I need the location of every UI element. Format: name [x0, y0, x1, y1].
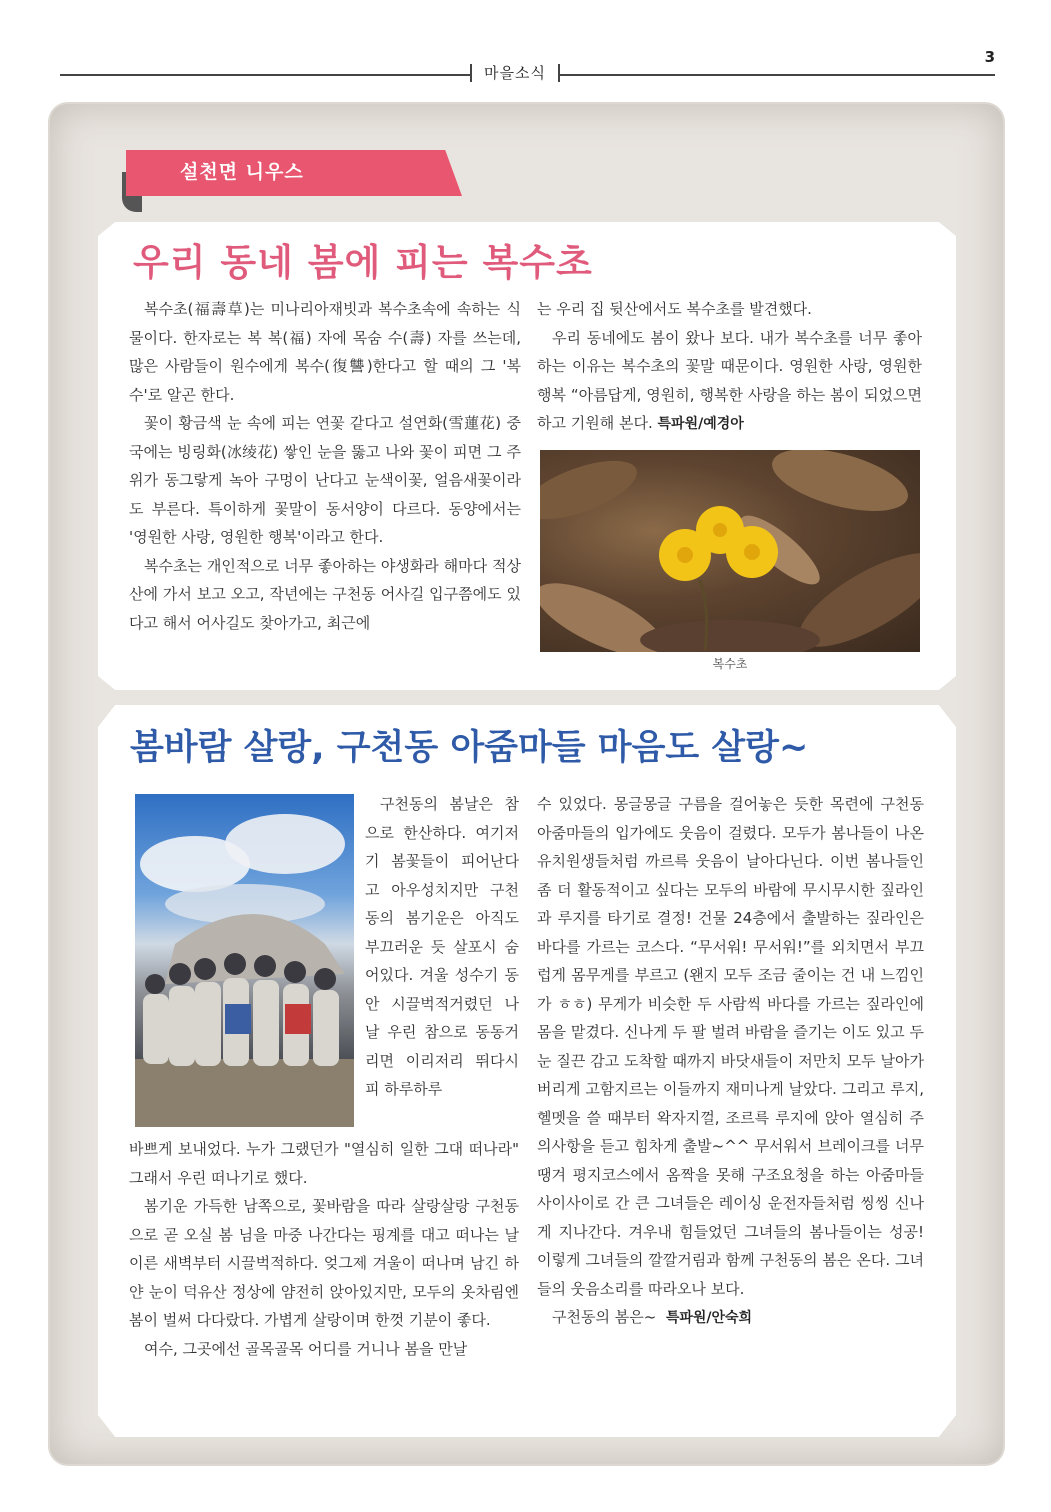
article1-paragraph — [537, 324, 922, 439]
article2-paragraph: 봄기운 가득한 남쪽으로, 꽃바람을 따라 살랑살랑 구천동으로 곧 오실 봄 님을 마중 나간다는 핑계를 대고 떠나는 날 이른 새벽부터 시끌벅적하다. 엊그제 겨울이 떠나며 남긴 하얀 눈이 덕유산 정상에 얌전히 앉아있지만, 모두의 옷차림엔 봄이 벌써 다다랐다. 가볍게 살랑이며 한껏 기분이 좋다. — [129, 1197, 519, 1329]
article2-right-column — [537, 790, 924, 1333]
adonis-flower-photo — [540, 450, 920, 652]
photo-caption: 복수초 — [712, 657, 748, 671]
article2-paragraph: 여수, 그곳에선 골목골목 어디를 거니나 봄을 만날 — [144, 1339, 468, 1358]
article2-left-column — [129, 1135, 519, 1363]
group-illustration — [135, 794, 354, 1127]
article1-paragraph: 복수초는 개인적으로 너무 좋아하는 야생화라 해마다 적상산에 가서 보고 오고, 작년에는 구천동 어사길 입구쯤에도 있다고 해서 어사길도 찾아가고, 최근에 — [129, 556, 521, 632]
article1-byline: 특파원/예경아 — [657, 416, 744, 432]
article2-paragraph: 바쁘게 보내었다. 누가 그랬던가 "열심히 일한 그대 떠나라" 그래서 우린 떠나기로 했다. — [129, 1140, 519, 1187]
article1-paragraph: 복수초(福壽草)는 미나리아재빗과 복수초속에 속하는 식물이다. 한자로는 복 복(福) 자에 목숨 수(壽) 자를 쓰는데, 많은 사람들이 원수에게 복수(復讐)한다고 할 때의 그 '복수'로 알곤 한다. — [129, 300, 521, 404]
article2-paragraph: 구천동의 봄날은 참으로 한산하다. 여기저기 봄꽃들이 피어난다고 아우성치지만 구천동의 봄기운은 아직도 부끄러운 듯 살포시 숨어있다. 겨울 성수기 동안 시끌벅적거렸던 나날 우린 참으로 동동거리면 이리저리 뛰다시피 하루하루 — [365, 795, 519, 1098]
page-number: 3 — [984, 48, 995, 66]
article2-closing-text: 구천동의 봄은~ — [552, 1308, 657, 1326]
article2-paragraph — [537, 1303, 924, 1333]
article1-title: 우리 동네 봄에 피는 복수초 — [133, 241, 593, 284]
article2-title: 봄바람 살랑, 구천동 아줌마들 마음도 살랑~ — [130, 728, 809, 768]
article1-paragraph: 는 우리 집 뒷산에서도 복수초를 발견했다. — [537, 300, 812, 318]
flower-illustration — [540, 450, 920, 652]
group-photo — [135, 794, 354, 1127]
article1-left-column — [129, 295, 521, 637]
article1-paragraph-text: 우리 동네에도 봄이 왔나 보다. 내가 복수초를 너무 좋아하는 이유는 복수초의 꽃말 때문이다. 영원한 사랑, 영원한 행복 “아름답게, 영원히, 행복한 사랑을 하는 봄이 되었으면 하고 기원해 본다. — [537, 328, 922, 432]
article2-narrow-column — [365, 790, 519, 1104]
section-tab-label: 설천면 니우스 — [180, 161, 304, 183]
article1-paragraph: 꽃이 황금색 눈 속에 피는 연꽃 같다고 설연화(雪蓮花) 중국에는 빙링화(冰绫花) 쌓인 눈을 뚫고 나와 꽃이 피면 그 주위가 동그랗게 녹아 구멍이 난다고 눈색이꽃, 얼음새꽃이라도 부른다. 특이하게 꽃말이 동서양이 다르다. 동양에서는 '영원한 사랑, 영원한 행복'이라고 한다. — [129, 414, 521, 546]
article2-byline: 특파원/안숙희 — [665, 1310, 753, 1326]
section-label: 마을소식 — [470, 62, 560, 83]
article1-right-column — [537, 295, 922, 439]
article2-paragraph: 수 있었다. 몽글몽글 구름을 걸어놓은 듯한 목련에 구천동 아줌마들의 입가에도 웃음이 걸렸다. 모두가 봄나들이 나온 유치원생들처럼 까르륵 웃음이 날아다닌다. 이번 봄나들인 좀 더 활동적이고 싶다는 모두의 바람에 무시무시한 짚라인과 루지를 타기로 결정! 건물 24층에서 출발하는 짚라인은 바다를 가르는 코스다. “무서워! 무서워!”를 외치면서 부끄럽게 몸무게를 부르고 (왠지 모두 조금 줄이는 건 내 느낌인가 ㅎㅎ) 무게가 비슷한 두 사람씩 바다를 가르는 짚라인에 몸을 맡겼다. 신나게 두 팔 벌려 바람을 즐기는 이도 있고 두 눈 질끈 감고 도착할 때까지 바닷새들이 저만치 모두 날아가 버리게 고함지르는 이들까지 재미나게 날았다. 그리고 루지, 헬멧을 쓸 때부터 왁자지껄, 조르륵 루지에 앉아 열심히 주의사항을 듣고 힘차게 출발~^^ 무서워서 브레이크를 너무 땡겨 평지코스에서 옴짝을 못해 구조요청을 하는 아줌마들 사이사이로 간 큰 그녀들은 레이싱 운전자들처럼 씽씽 신나게 지나간다. 겨우내 힘들었던 그녀들의 봄나들이는 성공! 이렇게 그녀들의 깔깔거림과 함께 구천동의 봄은 온다. 그녀들의 웃음소리를 따라오나 보다. — [537, 795, 924, 1298]
